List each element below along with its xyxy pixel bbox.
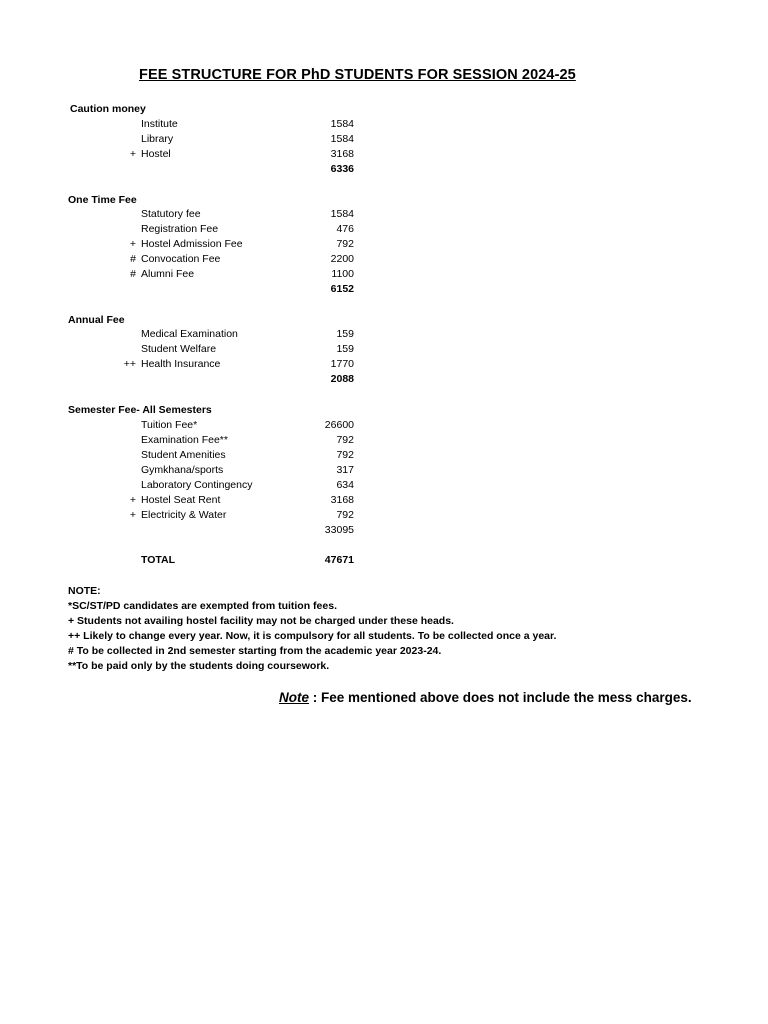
subtotal-amount: 33095 [324,524,354,536]
row-mark: + [129,148,136,160]
section-subtotal [0,373,768,388]
row-amount: 792 [336,434,354,446]
fee-row [0,449,768,464]
subtotal-amount: 2088 [330,373,354,385]
note-line: # To be collected in 2nd semester starting from the academic year 2023-24. [68,645,442,657]
section-subtotal [0,283,768,298]
row-label: Medical Examination [141,328,238,340]
row-label: Laboratory Contingency [141,479,253,491]
fee-row [0,434,768,449]
section-title-annual-fee: Annual Fee [68,314,125,326]
fee-row [0,494,768,509]
fee-row [0,238,768,253]
row-amount: 1584 [330,118,354,130]
fee-row [0,253,768,268]
fee-row [0,118,768,133]
section-subtotal [0,163,768,178]
page-title: FEE STRUCTURE FOR PhD STUDENTS FOR SESSION 2024-25 [139,67,576,83]
row-mark: + [129,494,136,506]
notes-block [68,584,556,674]
fee-row [0,464,768,479]
row-label: Hostel [141,148,171,160]
fee-row [0,328,768,343]
notes-heading: NOTE: [68,585,101,597]
fee-row [0,268,768,283]
row-amount: 159 [336,328,354,340]
row-amount: 1100 [331,268,354,280]
note-line: *SC/ST/PD candidates are exempted from tuition fees. [68,600,337,612]
row-label: Student Amenities [141,449,226,461]
note-line: **To be paid only by the students doing coursework. [68,660,330,672]
row-mark: # [130,253,136,265]
row-label: Student Welfare [141,343,217,355]
row-label: Library [141,133,174,145]
row-label: Convocation Fee [141,253,221,265]
fee-row [0,509,768,524]
note-line: ++ Likely to change every year. Now, it is compulsory for all students. To be collected once a year. [68,630,557,642]
section-title-semester-fee: Semester Fee- All Semesters [68,404,212,416]
row-label: Electricity & Water [141,509,227,521]
grand-total-amount: 47671 [324,554,354,566]
fee-row [0,358,768,373]
note-text: : Fee mentioned above does not include the mess charges. [309,690,692,705]
note-word: Note [279,690,309,705]
row-amount: 792 [336,449,354,461]
grand-total-label: TOTAL [141,554,176,566]
subtotal-amount: 6152 [330,283,354,295]
row-label: Health Insurance [141,358,221,370]
row-label: Hostel Admission Fee [141,238,243,250]
fee-row [0,343,768,358]
row-amount: 3168 [330,148,354,160]
row-amount: 476 [336,223,354,235]
row-label: Examination Fee** [141,434,228,446]
row-amount: 1584 [330,208,354,220]
row-label: Institute [141,118,178,130]
row-label: Hostel Seat Rent [141,494,221,506]
section-subtotal [0,524,768,539]
row-mark: # [130,268,136,280]
row-amount: 2200 [330,253,354,265]
row-mark: ++ [123,358,136,370]
row-amount: 1770 [330,358,354,370]
row-amount: 317 [336,464,354,476]
row-amount: 26600 [324,419,354,431]
row-amount: 3168 [330,494,354,506]
row-label: Registration Fee [141,223,219,235]
row-amount: 792 [336,509,354,521]
row-amount: 792 [336,238,354,250]
note-line: + Students not availing hostel facility may not be charged under these heads. [68,615,454,627]
row-amount: 1584 [330,133,354,145]
row-label: Gymkhana/sports [141,464,224,476]
row-label: Tuition Fee* [141,419,198,431]
mess-charges-note [279,690,692,705]
row-amount: 159 [336,343,354,355]
fee-row [0,479,768,494]
row-amount: 634 [336,479,354,491]
fee-row [0,223,768,238]
fee-row [0,133,768,148]
grand-total-row [0,554,768,569]
fee-row [0,419,768,434]
fee-row [0,208,768,223]
row-label: Statutory fee [141,208,201,220]
row-label: Alumni Fee [141,268,195,280]
row-mark: + [129,238,136,250]
row-mark: + [129,509,136,521]
fee-row [0,148,768,163]
section-title-caution-money: Caution money [70,103,146,115]
section-title-one-time-fee: One Time Fee [68,194,137,206]
subtotal-amount: 6336 [330,163,354,175]
